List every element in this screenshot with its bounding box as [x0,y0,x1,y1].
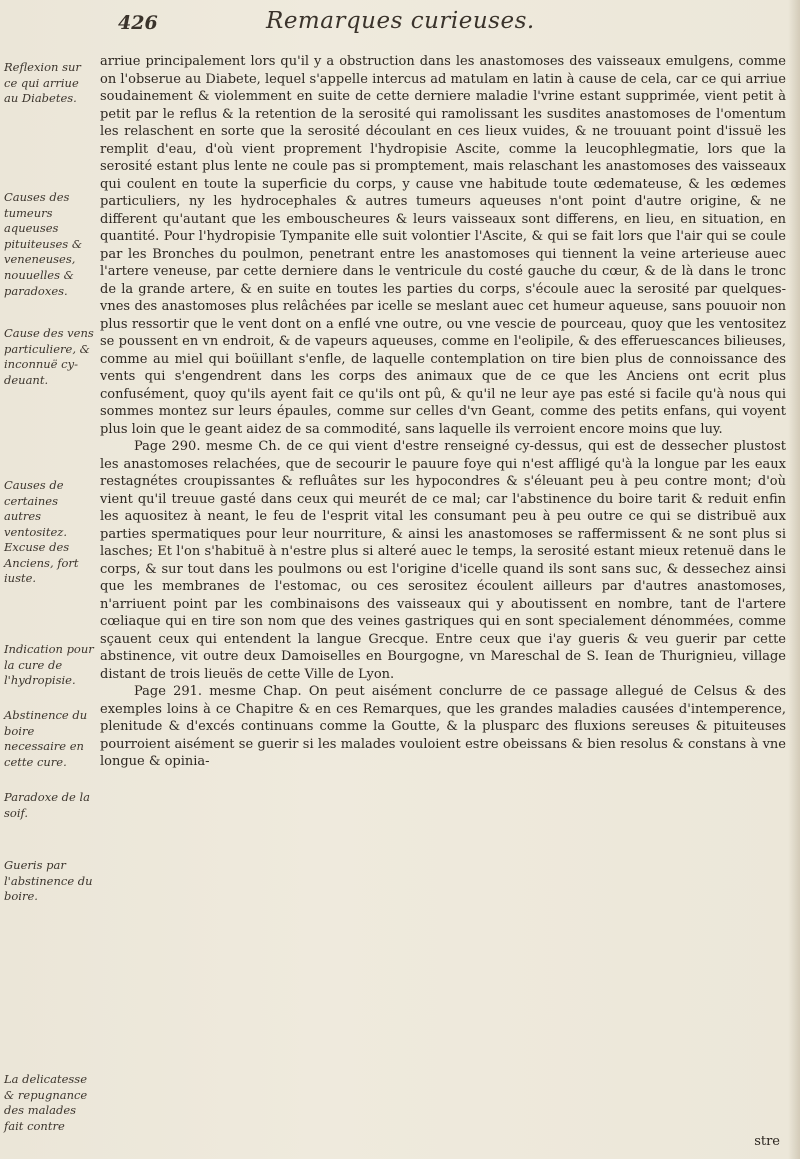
margin-note: Paradoxe de la soif. [4,790,91,820]
page-number: 426 [118,12,158,34]
paragraph: Page 290. mesme Ch. de ce qui vient d'estre renseigné cy-dessus, qui est de dessecher plustost les anastomoses relachées, que de secourir le pauure foye qui n'est affligé qu'à la longue par les eaux restagnétes croupissantes & refluâtes sur les hypocondres & s'éleuant peu à peu contre mont; d'où vient qu'il treuue gasté dans ceux qui meurét de ce mal; car l'abstinence du boire tarit & reduit enfin les aquositez à neant, le feu de l'esprit vital les consumant peu à peu outre ce qui se distribuë aux parties spermatiques pour leur nourriture, & ainsi les anastomoses se raffermissent & ne sont plus si lasches; Et l'on s'habituë à n'estre plus si alteré auec le temps, la serosité estant mieux retenuë dans le corps, & sur tout dans les poulmons ou est l'origine d'icelle quand ils sont sans suc, & dessechez ainsi que les membranes de l'estomac, ou ces serositez écoulent ailleurs par d'autres anastomoses, n'arriuent point par les combinaisons des vaisseaux qui y aboutissent en nombre, tant de l'artere cœliaque qui en tire son nom que des veines gastriques qui en sont specialement dénommées, comme sçauent ceux qui entendent la langue Grecque. Entre ceux que i'ay gueris & veu guerir par cette abstinence, vit outre deux Damoiselles en Bourgogne, vn Mareschal de S. Iean de Thurignieu, village distant de trois lieuës de cette Ville de Lyon. [100,439,786,682]
margin-note: Cause des vens particuliere, & inconnuë cy-deuant. [4,326,94,387]
margin-note: Indication pour la cure de l'hydropisie. [4,642,94,688]
margin-notes [4,60,96,1150]
margin-note: Gueris par l'abstinence du boire. [4,858,93,904]
margin-note: Causes de certaines autres ventositez. [4,478,67,539]
page-header [0,6,800,46]
margin-note: La delicatesse & repugnance des malades fait contre [4,1072,88,1133]
main-text [100,53,786,1153]
margin-note: Causes des tumeurs aqueuses pituiteuses & veneneuses, nouuelles & paradoxes. [4,190,83,298]
paragraph: Page 291. mesme Chap. On peut aisément conclurre de ce passage allegué de Celsus & des exemples loins à ce Chapitre & en ces Remarques, que les grandes maladies causées d'intemperence, plenitude & d'excés continuans comme la Goutte, & la plusparc des fluxions sereuses & pituiteuses pourroient aisément se guerir si les malades vouloient estre obeissans & bien resolus & constans à vne longue & opinia- [100,684,786,769]
paragraph: arriue principalement lors qu'il y a obstruction dans les anastomoses des vaisseaux emulgens, comme on l'obserue au Diabete, lequel s'appelle intercus ad matulam en latin à cause de cela, car ce qui arriue soudainement & violemment en suite de cette derniere maladie l'vrine estant supprimée, vient petit à petit par le reflus & la retention de la serosité qui ramolissant les susdites anastomoses de l'omentum les relaschent en sorte que la serosité découlant en ces lieux vuides, & ne trouuant point d'issuë les remplit d'eau, d'où vient proprement l'hydropisie Ascite, comme la leucophlegmatie, lors que la serosité estant plus lente ne coule pas si promptement, mais relaschant les anastomoses des vaisseaux qui coulent en toute la superficie du corps, y cause vne habitude toute œdemateuse, & les œdemes particuliers, ny les hydrocephales & autres tumeurs aqueuses n'ont point d'autre origine, & ne different qu'autant que les embouscheures & leurs vaisseaux sont differens, en lieu, en situation, en quantité. Pour l'hydropisie Tympanite elle suit volontier l'Ascite, & qui se fait lors que l'air qui se coule par les Bronches du poulmon, penetrant entre les anastomoses qui tiennent la veine arterieuse auec l'artere veneuse, par cette derniere dans le ventricule du costé gauche du cœur, & de là dans le tronc de la grande artere, & en suite en toutes les parties du corps, s'écoule auec la serosité par quelques-vnes des anastomoses plus relâchées par icelle se meslant auec cet humeur aqueuse, sans pouuoir non plus ressortir que le vent dont on a enflé vne outre, ou vne vescie de pourceau, quoy que les ventositez se poussent en vn endroit, & de vapeurs aqueuses, comme en l'eolipile, & des efferuescances bilieuses, comme au miel qui boüillant s'enfle, de laquelle contemplation on tire bien plus de connoissance des vents qui s'engendrent dans les corps des animaux que de ce que les Anciens ont ecrit plus confusément, quoy qu'ils ayent fait ce qu'ils ont pû, & qu'il ne leur aye pas esté si facile qu'à nous qui sommes montez sur leurs épaules, comme sur celles d'vn Geant, comme des petits enfans, qui voyent plus loin que le geant aidez de sa commodité, sans laquelle ils verroient encore moins que luy. [100,54,786,437]
catchword: stre [754,1134,780,1149]
page-edge [788,0,800,1159]
margin-note: Excuse des Anciens, fort iuste. [4,540,79,586]
running-title: Remarques curieuses. [266,8,535,34]
margin-note: Abstinence du boire necessaire en cette cure. [4,708,88,769]
margin-note: Reflexion sur ce qui arriue au Diabetes. [4,60,81,106]
